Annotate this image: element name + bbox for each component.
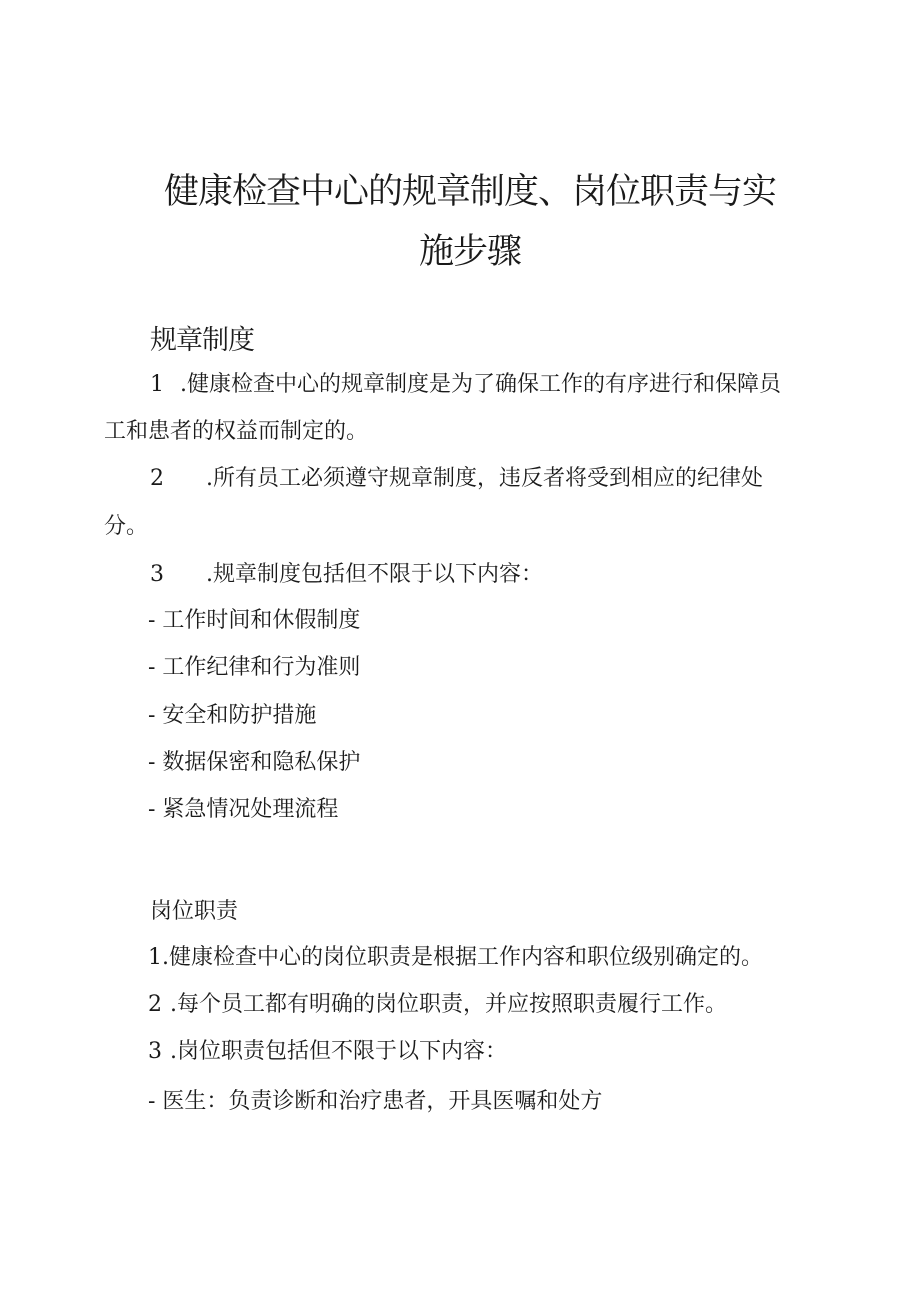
section-heading-rules: 规章制度 (150, 325, 254, 356)
duties-item-2 (148, 990, 727, 1020)
rules-item-1-text: .健康检查中心的规章制度是为了确保工作的有序进行和保障员 (180, 372, 781, 397)
title-line-2: 施步骤 (418, 232, 521, 272)
rules-item-1-number: 1 (150, 372, 164, 397)
rules-bullet-item: - 紧急情况处理流程 (148, 797, 339, 822)
duties-item-3 (148, 1037, 507, 1067)
rules-bullet-item: - 数据保密和隐私保护 (148, 750, 361, 775)
rules-item-2-line-2: 分。 (104, 514, 149, 539)
section-heading-duties: 岗位职责 (150, 899, 239, 924)
duties-item-2-number: 2 (148, 992, 162, 1017)
rules-bullet-item: - 工作时间和休假制度 (148, 608, 361, 633)
rules-item-2-line-1 (150, 464, 763, 494)
duties-bullet-item: - 医生：负责诊断和治疗患者，开具医嘱和处方 (148, 1089, 603, 1114)
rules-item-3-number: 3 (150, 562, 164, 587)
rules-item-2-number: 2 (150, 466, 164, 491)
duties-item-1: 1.健康检查中心的岗位职责是根据工作内容和职位级别确定的。 (148, 945, 763, 970)
rules-item-3-text: .规章制度包括但不限于以下内容： (206, 562, 543, 587)
title-line-1: 健康检查中心的规章制度、岗位职责与实 (163, 172, 776, 212)
duties-item-3-text: .岗位职责包括但不限于以下内容： (170, 1039, 507, 1064)
rules-item-1-line-1 (150, 370, 781, 400)
rules-item-1-line-2: 工和患者的权益而制定的。 (104, 419, 369, 444)
document-title (100, 162, 840, 282)
duties-item-3-number: 3 (148, 1039, 162, 1064)
duties-item-2-text: .每个员工都有明确的岗位职责，并应按照职责履行工作。 (170, 992, 727, 1017)
rules-bullet-item: - 工作纪律和行为准则 (148, 655, 361, 680)
rules-item-3-line-1 (150, 560, 543, 590)
rules-bullet-item: - 安全和防护措施 (148, 703, 317, 728)
rules-item-2-text: .所有员工必须遵守规章制度，违反者将受到相应的纪律处 (206, 466, 763, 491)
